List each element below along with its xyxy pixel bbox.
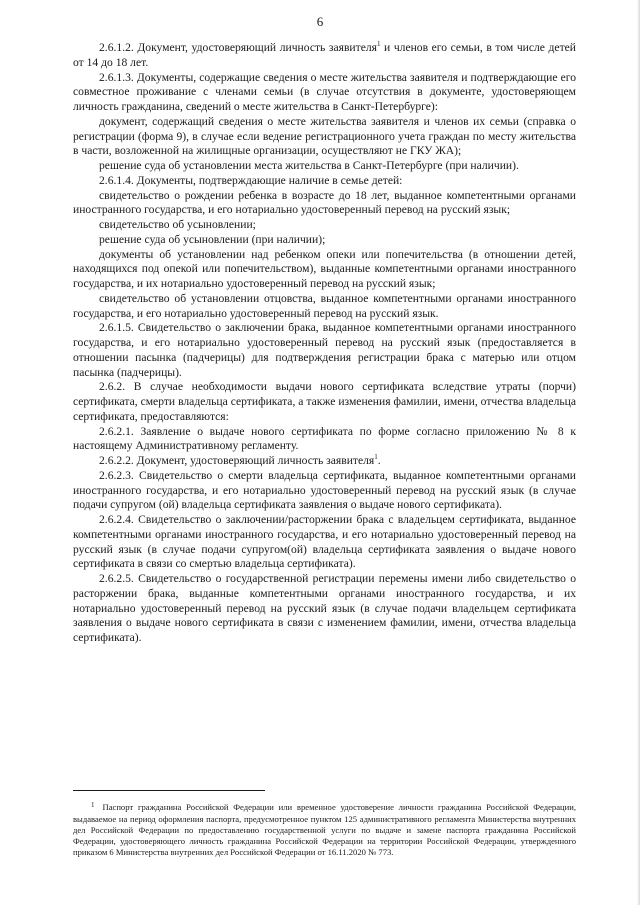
paragraph-paternity-certificate: свидетельство об установлении отцовства, выданное компетентными органами иностранного государства, и его нотариально удостоверенный перевод на русский язык. — [73, 291, 576, 320]
paragraph-adoption-court-decision: решение суда об усыновлении (при наличии); — [99, 232, 326, 246]
footnote-ref[interactable]: 1 — [376, 40, 381, 49]
paragraph-2-6-2-2: 2.6.2.2. Документ, удостоверяющий личность заявителя$^1$. — [99, 453, 381, 467]
paragraph-birth-certificate: свидетельство о рождении ребенка в возрасте до 18 лет, выданное компетентными органами иностранного государства, и его нотариально удостоверенный перевод на русский язык; — [73, 188, 576, 217]
paragraph-2-6-2-3: 2.6.2.3. Свидетельство о смерти владельца сертификата, выданное компетентными органами иностранного государства, и его нотариально удостоверенный перевод на русский язык (в случае подачи супругом (ой) владельца сертификата заявления о выдаче нового сертификата). — [73, 468, 576, 512]
footnotes — [73, 802, 576, 858]
footnote-ref[interactable]: 1 — [374, 453, 378, 462]
paragraph-2-6-1-2: 2.6.1.2. Документ, удостоверяющий личность заявителя$^1$ и членов его семьи, в том числе детей от 14 до 18 лет. — [73, 40, 576, 69]
paragraph-court-decision-residence: решение суда об установлении места жительства в Санкт-Петербурге (при наличии). — [99, 159, 519, 172]
paragraph-2-6-2: 2.6.2. В случае необходимости выдачи нового сертификата вследствие утраты (порчи) сертификата, смерти владельца сертификата, а также изменения фамилии, имени, отчества владельца сертификата, предоставляются: — [73, 380, 576, 423]
paragraph-2-6-2-4: 2.6.2.4. Свидетельство о заключении/расторжении брака с владельцем сертификата, выданное компетентными органами иностранного государства, и его нотариально удостоверенный перевод на русский язык (в случае подачи супругом(ой) владельца сертификата заявления о выдаче нового сертификата в связи со смертью владельца сертификата). — [73, 513, 576, 571]
paragraph-2-6-1-5: 2.6.1.5. Свидетельство о заключении брака, выданное компетентными органами иностранного государства, и его нотариально удостоверенный перевод на русский язык (предоставляется в отношении пасынка (падчерицы) для подтверждения регистрации брака с матерью или отцом пасынка (падчерицы). — [73, 321, 576, 379]
footnote-1 — [73, 802, 576, 858]
document-body — [73, 41, 576, 646]
paragraph-2-6-1-3: 2.6.1.3. Документы, содержащие сведения о месте жительства заявителя и подтверждающие его совместное проживание с членами семьи (в случае отсутствия в документе, удостоверяющем личность гражданина, сведений о месте жительства в Санкт-Петербурге): — [73, 70, 576, 113]
footnote-marker: 1 — [91, 801, 95, 809]
footnote-divider — [73, 790, 265, 791]
paragraph-2-6-2-5: 2.6.2.5. Свидетельство о государственной регистрации перемены имени либо свидетельство о расторжении брака, выданные компетентными органами иностранного государства, и их нотариально удостоверенный перевод на русский язык (в случае подачи владельцем сертификата заявления о выдаче нового сертификата в связи с изменением фамилии, имени, отчества владельца сертификата). — [73, 572, 576, 644]
footnote-text: Паспорт гражданина Российской Федерации или временное удостоверение личности гражданина Российской Федерации, выдаваемое на период оформления паспорта, предусмотренное пунктом 125 административного регламента Министерства внутренних дел Российской Федерации по предоставлению государственной услуги по выдаче и замене паспорта гражданина Российской Федерации, удостоверяющего личность гражданина Российской Федерации на территории Российской Федерации, утвержденного приказом 6 Министерства внутренних дел Российской Федерации от 16.11.2020 № 773. — [73, 802, 576, 857]
paragraph-adoption-certificate: свидетельство об усыновлении; — [99, 218, 256, 231]
paragraph-2-6-1-4: 2.6.1.4. Документы, подтверждающие наличие в семье детей: — [99, 173, 403, 187]
paragraph-residence-document: документ, содержащий сведения о месте жительства заявителя и членов их семьи (справка о регистрации (форма 9), в случае если ведение регистрационного учета граждан по месту жительства в части, возложенной на жилищные организации, осуществляют не ГКУ ЖА); — [73, 114, 576, 158]
paragraph-2-6-2-1: 2.6.2.1. Заявление о выдаче нового сертификата по форме согласно приложению № 8 к настоящему Административному регламенту. — [73, 424, 576, 453]
page-number: 6 — [316, 14, 324, 29]
paragraph-guardianship-documents: документы об установлении над ребенком опеки или попечительства (в отношении детей, находящихся под опекой или попечительством), выданные компетентными органами иностранного государства, и их нотариально удостоверенный перевод на русский язык; — [73, 247, 576, 290]
